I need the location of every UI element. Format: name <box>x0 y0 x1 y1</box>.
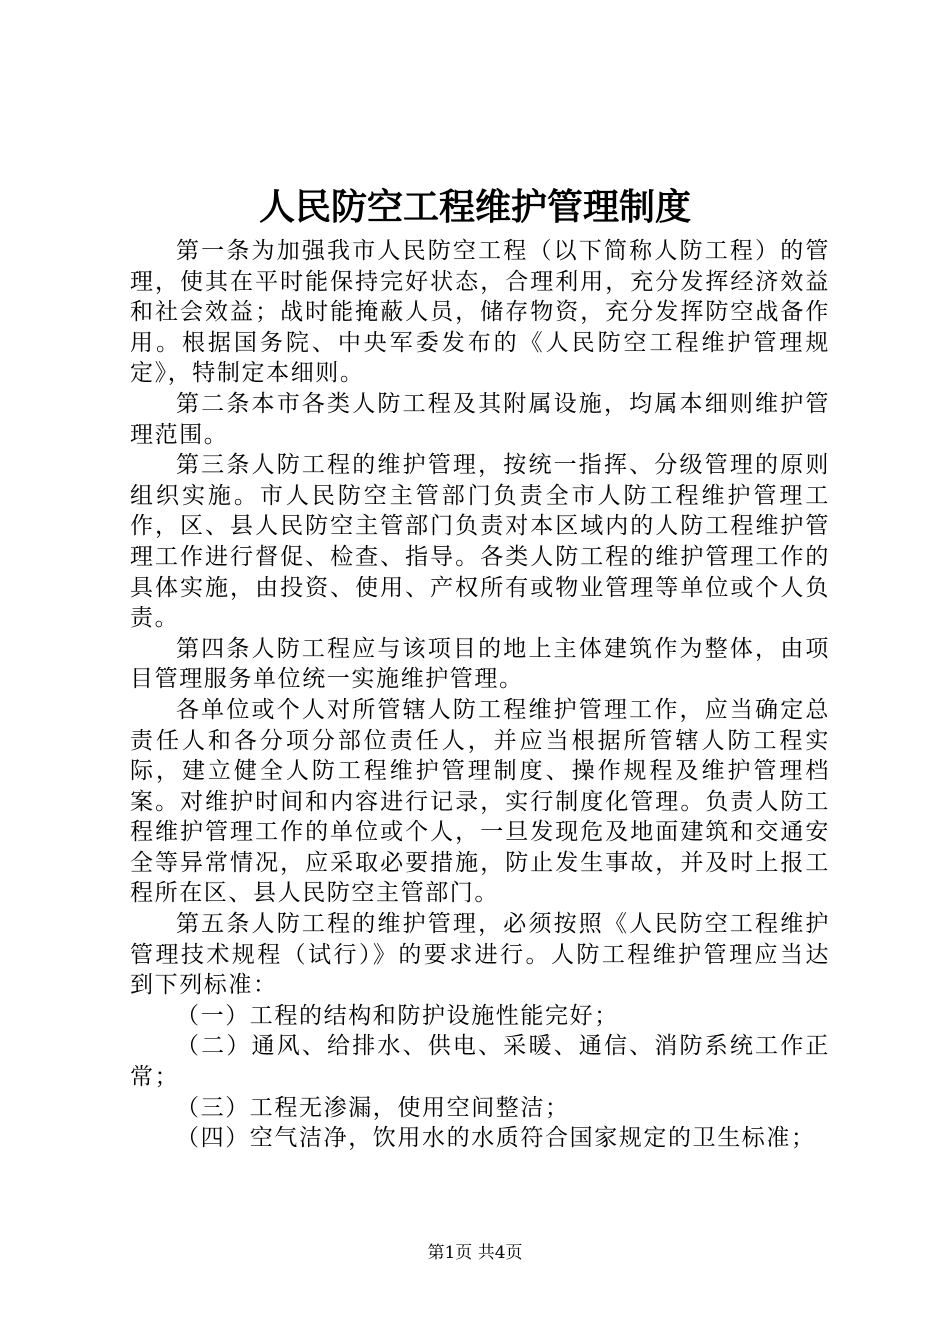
paragraph-article-3: 第三条人防工程的维护管理，按统一指挥、分级管理的原则组织实施。市人民防空主管部门负责全市人防工程维护管理工作，区、县人民防空主管部门负责对本区域内的人防工程维护管理工作进行督促、检查、指导。各类人防工程的维护管理工作的具体实施，由投资、使用、产权所有或物业管理等单位或个人负责。 <box>130 452 830 632</box>
list-item-standard-3: （三）工程无渗漏，使用空间整洁； <box>176 1094 570 1121</box>
paragraph-responsibility: 各单位或个人对所管辖人防工程维护管理工作，应当确定总责任人和各分项分部位责任人，并应当根据所管辖人防工程实际，建立健全人防工程维护管理制度、操作规程及维护管理档案。对维护时间和内容进行记录，实行制度化管理。负责人防工程维护管理工作的单位或个人，一旦发现危及地面建筑和交通安全等异常情况，应采取必要措施，防止发生事故，并及时上报工程所在区、县人民防空主管部门。 <box>130 696 830 907</box>
paragraph-article-2: 第二条本市各类人防工程及其附属设施，均属本细则维护管理范围。 <box>130 390 830 448</box>
list-item-standard-2: （二）通风、给排水、供电、采暖、通信、消防系统工作正常； <box>130 1033 830 1091</box>
list-item-standard-4: （四）空气洁净，饮用水的水质符合国家规定的卫生标准； <box>176 1125 816 1152</box>
page-footer <box>0 1242 950 1264</box>
page-title: 人民防空工程维护管理制度 <box>258 187 691 228</box>
paragraph-article-5: 第五条人防工程的维护管理，必须按照《人民防空工程维护管理技术规程（试行）》的要求进行。人防工程维护管理应当达到下列标准： <box>130 911 830 999</box>
paragraph-article-1: 第一条为加强我市人民防空工程（以下简称人防工程）的管理，使其在平时能保持完好状态，合理利用，充分发挥经济效益和社会效益；战时能掩蔽人员，储存物资，充分发挥防空战备作用。根据国务院、中央军委发布的《人民防空工程维护管理规定》，特制定本细则。 <box>130 238 830 387</box>
paragraph-article-4: 第四条人防工程应与该项目的地上主体建筑作为整体，由项目管理服务单位统一实施维护管理。 <box>130 635 830 693</box>
list-item-standard-1: （一）工程的结构和防护设施性能完好； <box>176 1002 619 1029</box>
document-body <box>130 236 830 1154</box>
page-number: 第1页 共4页 <box>427 1243 523 1263</box>
